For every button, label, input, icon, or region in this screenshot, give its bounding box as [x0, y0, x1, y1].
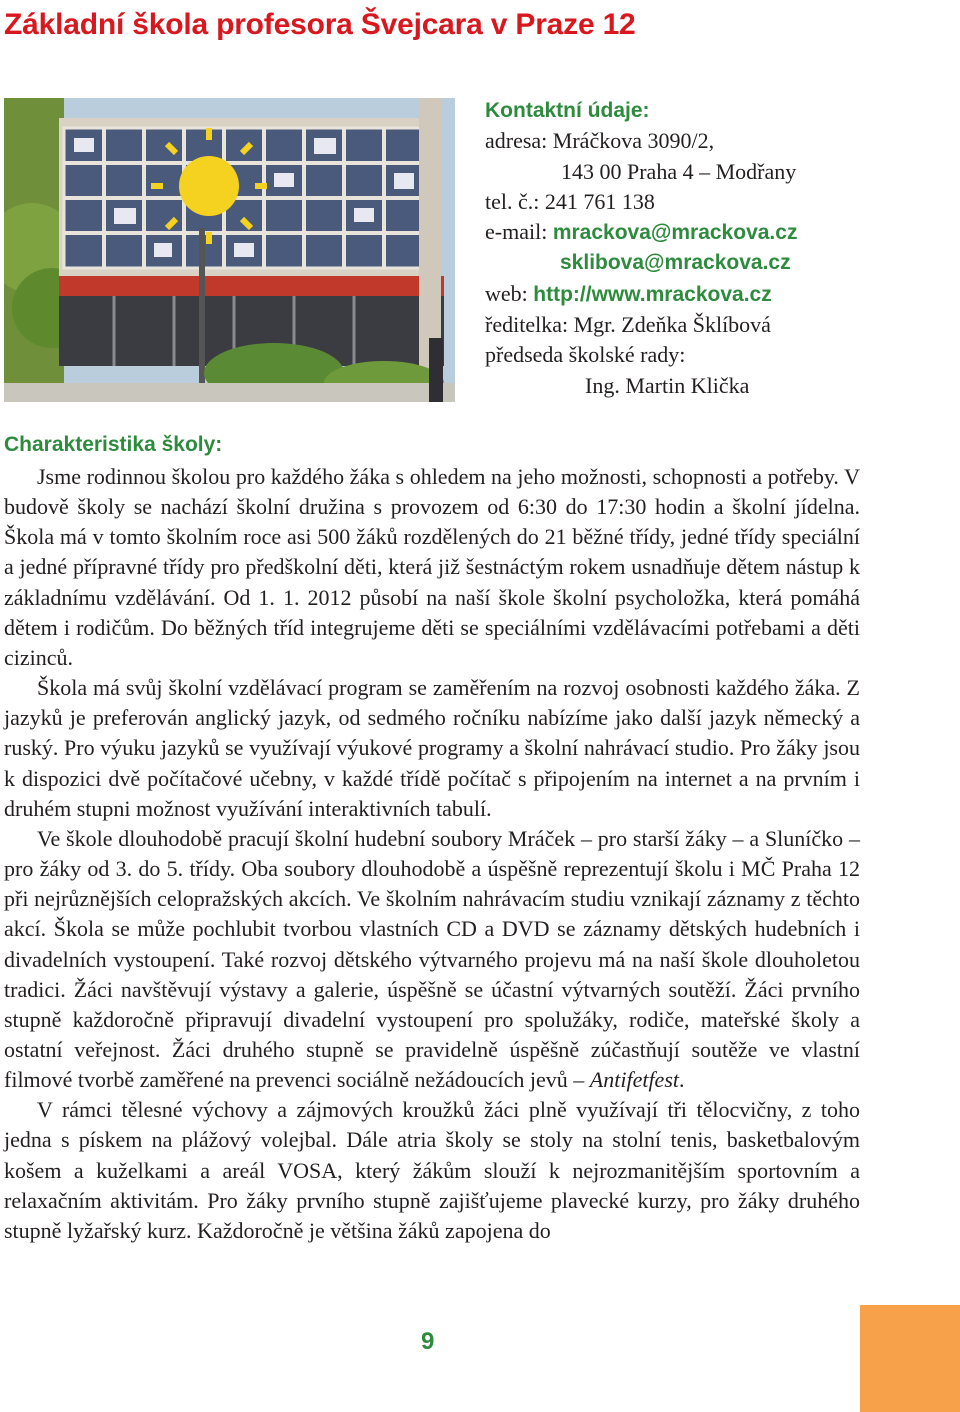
- corner-tab-decoration: [860, 1305, 960, 1412]
- web-row: web: http://www.mrackova.cz: [485, 280, 772, 306]
- email-link-1[interactable]: mrackova@mrackova.cz: [552, 221, 798, 245]
- phone-row: tel. č.: 241 761 138: [485, 188, 655, 214]
- address-line2: 143 00 Praha 4 – Modřany: [561, 158, 797, 184]
- board-chair-name: Ing. Martin Klička: [585, 372, 750, 398]
- email-link-2[interactable]: sklibova@mrackova.cz: [560, 251, 791, 275]
- address-row: adresa: Mráčkova 3090/2,: [485, 128, 715, 154]
- page-number: 9: [421, 1328, 435, 1355]
- page-title: Základní škola profesora Švejcara v Praze 12: [4, 8, 636, 41]
- paragraph-4: V rámci tělesné výchovy a zájmových kroužků žáci plně využívají tři tělocvičny, z toho jedna s pískem na plážový volejbal. Dále atria školy se stoly na stolní tenis, basketbalovým košem a kuželkami a areál VOSA, který žákům slouží k nejrozmanitějším sportovním a relaxačním aktivitám. Pro žáky prvního stupně zajišťujeme plavecké kurzy, pro žáky druhého stupně lyžařský kurz. Každoročně je většina žáků zapojena do: [4, 1097, 860, 1243]
- address-line1: Mráčkova 3090/2,: [552, 128, 715, 154]
- paragraph-1: Jsme rodinnou školou pro každého žáka s ohledem na jeho možnosti, schopnosti a potřeby. V budově školy se nachází školní družina s provozem od 6:30 do 17:30 hodin a školní jídelna. Škola má v tomto školním roce asi 500 žáků rozdělených do 21 běžné třídy, jedné třídy speciální a jedné přípravné třídy pro předškolní děti, která již šestnáctým rokem usnadňuje dětem nástup k základnímu vzdělávání. Od 1. 1. 2012 působí na naší škole školní psycholožka, která pomáhá dětem i rodičům. Do běžných tříd integrujeme děti se speciálními vzdělávacími potřebami a děti cizinců.: [4, 464, 860, 670]
- principal-row: ředitelka: Mgr. Zdeňka Šklíbová: [485, 312, 771, 338]
- contact-heading: Kontaktní údaje:: [485, 99, 650, 122]
- festival-name: Antifetfest: [589, 1067, 679, 1093]
- paragraph-3: Ve škole dlouhodobě pracují školní hudební soubory Mráček – pro starší žáky – a Sluníčko – pro žáky od 3. do 5. třídy. Oba soubory dlouhodobě a úspěšně reprezentují školu i MČ Praha 12 při nejrůznějších celopražských akcích. Ve školním nahrávacím studiu vznikají záznamy z těchto akcí. Škola se může pochlubit tvorbou vlastních CD a DVD se záznamy dětských hudebních i divadelních vystoupení. Také rozvoj dětského výtvarného projevu má na naší škole dlouholetou tradici. Žáci navštěvují výstavy a galerie, úspěšně se účastní výtvarných soutěží. Žáci prvního stupně každoročně připravují divadelní vystoupení pro spolužáky, rodiče, mateřské školy a ostatní veřejnost. Žáci druhého stupně se pravidelně úspěšně zúčastňují soutěže ve vlastní filmové tvorbě zaměřené na prevenci sociálně nežádoucích jevů – Antifetfest.: [4, 825, 860, 1093]
- web-link[interactable]: http://www.mrackova.cz: [533, 282, 772, 306]
- email-row: e-mail: mrackova@mrackova.cz: [485, 219, 798, 245]
- principal-name: Mgr. Zdeňka Šklíbová: [573, 312, 771, 338]
- paragraph-2: Škola má svůj školní vzdělávací program se zaměřením na rozvoj osobnosti každého žáka. Z jazyků je preferován anglický jazyk, od sedmého ročníku nabízíme jako další jazyk německý a ruský. Pro výuku jazyků se využívají výukové programy a školní nahrávací studio. Pro žáky jsou k dispozici dvě počítačové učebny, v každé třídě počítač s připojením na internet a na prvním i druhém stupni možnost využívání interaktivních tabulí.: [4, 675, 860, 821]
- characteristics-body: [4, 462, 860, 1246]
- board-label: předseda školské rady:: [485, 342, 686, 368]
- characteristics-heading: Charakteristika školy:: [4, 433, 223, 456]
- phone-number: 241 761 138: [544, 188, 655, 214]
- contact-block: [485, 96, 945, 401]
- school-building-photo: [4, 98, 455, 402]
